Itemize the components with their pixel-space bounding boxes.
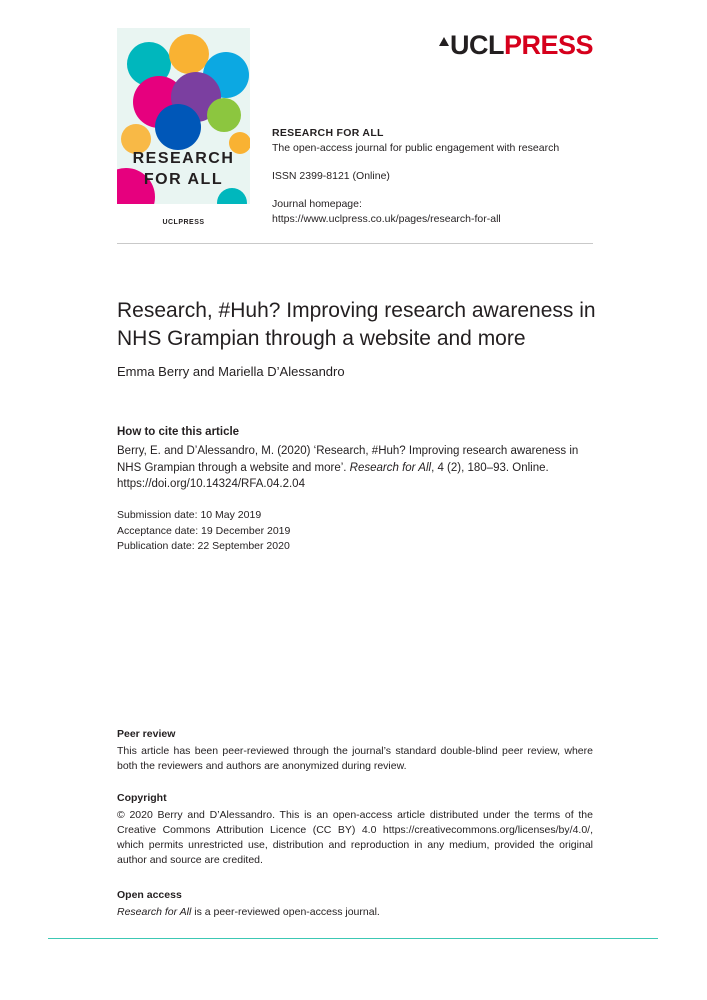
page-header	[117, 28, 593, 243]
acceptance-date: Acceptance date: 19 December 2019	[117, 524, 291, 537]
article-dates	[117, 508, 517, 555]
how-to-cite-text	[117, 443, 593, 493]
cover-bottom-band	[117, 204, 250, 230]
cover-circle-icon	[207, 98, 241, 132]
open-access-text	[117, 905, 593, 920]
journal-homepage-label: Journal homepage:	[272, 198, 362, 210]
peer-review-section	[117, 727, 593, 774]
open-access-section	[117, 888, 593, 920]
journal-metadata	[272, 126, 602, 227]
how-to-cite-heading: How to cite this article	[117, 426, 240, 438]
journal-tagline: The open-access journal for public engagement with research	[272, 142, 560, 154]
copyright-section	[117, 791, 593, 868]
copyright-heading: Copyright	[117, 792, 167, 804]
peer-review-text: This article has been peer-reviewed through the journal’s standard double-blind peer review, where both the reviewers and authors are anonymized during review.	[117, 745, 593, 772]
cover-title-line2: FOR ALL	[143, 171, 224, 188]
footer-divider	[48, 938, 658, 939]
ucl-press-logo	[439, 30, 593, 61]
cover-title	[117, 148, 250, 190]
copyright-text: © 2020 Berry and D’Alessandro. This is an open-access article distributed under the terms of the Creative Commons Attribution Licence (CC BY) 4.0 https://creativecommons.org/licenses/by/4.0/, which permits unrestricted use, distribution and reproduction in any medium, provided the original author and source are credited.	[117, 809, 593, 866]
peer-review-heading: Peer review	[117, 728, 176, 740]
cover-press-mark: UCLPRESS	[162, 219, 205, 226]
citation-part-1: Berry, E. and D’Alessandro, M. (2020) ‘Research, #Huh? Improving research awareness in NHS Grampian through a website and more’.	[117, 445, 579, 474]
journal-homepage-link[interactable]: https://www.uclpress.co.uk/pages/research-for-all	[272, 213, 501, 225]
cover-circle-icon	[155, 104, 201, 150]
header-divider	[117, 243, 593, 244]
open-access-heading: Open access	[117, 889, 182, 901]
journal-cover-image	[117, 28, 250, 230]
article-title: Research, #Huh? Improving research awareness in NHS Grampian through a website and more	[117, 299, 596, 350]
publication-date: Publication date: 22 September 2020	[117, 540, 290, 552]
article-authors: Emma Berry and Mariella D’Alessandro	[117, 364, 345, 379]
cover-title-line1: RESEARCH	[132, 150, 235, 167]
open-access-text-rest: is a peer-reviewed open-access journal.	[191, 906, 380, 918]
press-wordmark: PRESS	[503, 30, 593, 60]
journal-name: RESEARCH FOR ALL	[272, 127, 384, 139]
citation-part-2: , 4 (2), 180–93. Online. https://doi.org/10.14324/RFA.04.2.04	[117, 461, 549, 490]
ucl-wordmark: UCL	[449, 30, 504, 60]
triangle-icon	[439, 37, 449, 46]
submission-date: Submission date: 10 May 2019	[117, 509, 262, 521]
citation-journal-name: Research for All	[349, 461, 432, 474]
journal-issn: ISSN 2399-8121 (Online)	[272, 170, 390, 182]
open-access-journal-name: Research for All	[117, 906, 192, 918]
